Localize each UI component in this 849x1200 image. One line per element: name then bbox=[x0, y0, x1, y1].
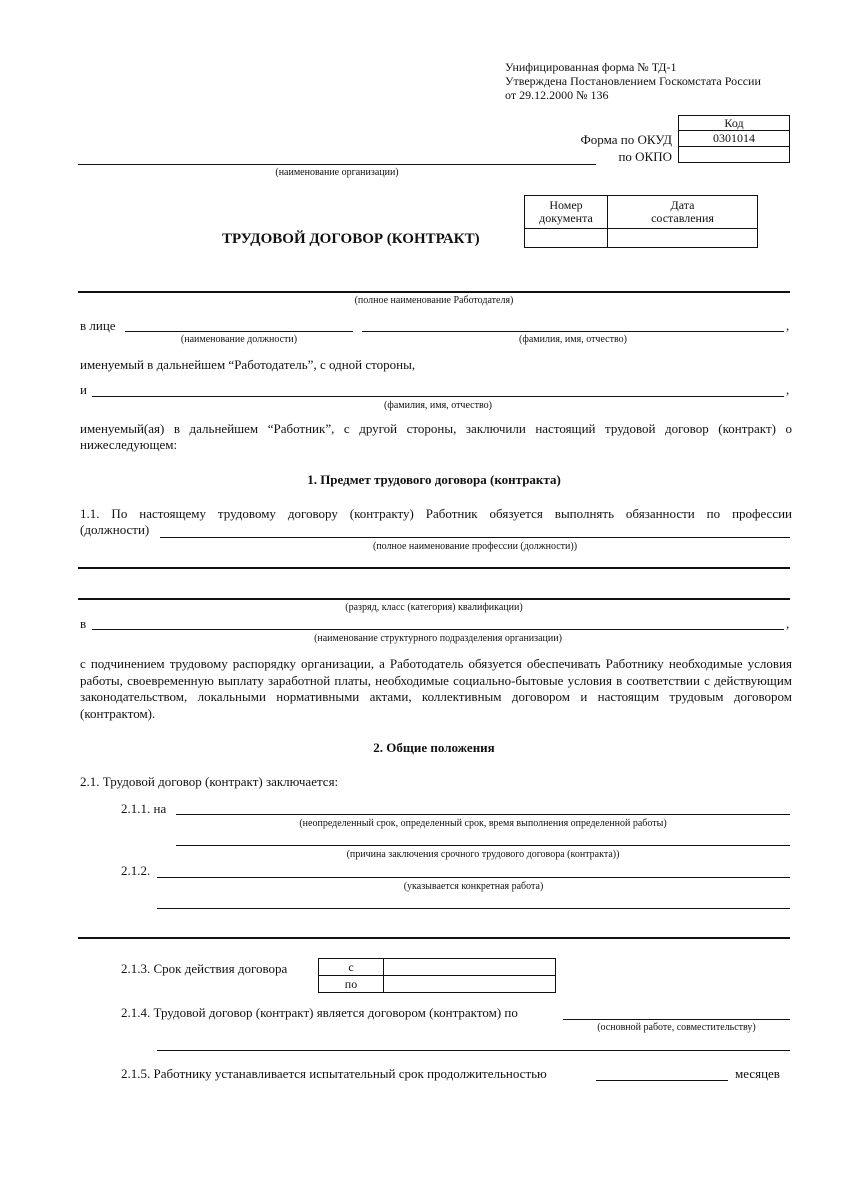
p21-text: 2.1. Трудовой договор (контракт) заключается: bbox=[80, 774, 339, 789]
p11-line1: 1.1. По настоящему трудовому договору (контракту) Работник обязуется выполнять обязанности по профессии bbox=[80, 506, 792, 521]
representative-fio-line[interactable] bbox=[362, 331, 784, 332]
probation-months-line[interactable] bbox=[596, 1080, 728, 1081]
comma-2: , bbox=[786, 382, 790, 397]
specific-work-caption: (указывается конкретная работа) bbox=[403, 881, 544, 892]
grade-line[interactable] bbox=[78, 598, 790, 600]
employee-fio-line[interactable] bbox=[92, 396, 784, 397]
months-label: месяцев bbox=[735, 1066, 780, 1081]
employer-caption: (полное наименование Работодателя) bbox=[354, 295, 514, 306]
grade-caption: (разряд, класс (категория) квалификации) bbox=[345, 602, 523, 613]
p212-label: 2.1.2. bbox=[121, 863, 151, 878]
employer-text: именуемый в дальнейшем “Работодатель”, с одной стороны, bbox=[80, 357, 416, 372]
from-label: с bbox=[319, 959, 384, 976]
profession-caption: (полное наименование профессии (должности)) bbox=[372, 541, 578, 552]
term-reason-caption: (причина заключения срочного трудового договора (контракта)) bbox=[346, 849, 620, 860]
to-label: по bbox=[319, 976, 384, 993]
employee-fio-caption: (фамилия, имя, отчество) bbox=[384, 400, 492, 411]
section1-body: с подчинением трудовому распорядку организации, а Работодатель обязуется обеспечивать Работнику необходимые условия работы, своевременную выплату заработной платы, необходимые социально-бытовые условия в соответствии с действующим законодательством, локальными нормативными актами, коллективным договором и настоящим трудовым договором (контрактом). bbox=[80, 656, 792, 721]
p214-label: 2.1.4. Трудовой договор (контракт) является договором (контрактом) по bbox=[121, 1005, 518, 1020]
department-line[interactable] bbox=[92, 629, 784, 630]
term-dates-table bbox=[318, 958, 556, 993]
doc-date-cell[interactable] bbox=[608, 229, 758, 248]
doc-number-cell[interactable] bbox=[525, 229, 608, 248]
doc-date-header: Дата составления bbox=[608, 196, 758, 229]
in-label: в bbox=[80, 616, 87, 631]
term-type-caption: (неопределенный срок, определенный срок, время выполнения определенной работы) bbox=[299, 818, 667, 829]
position-line[interactable] bbox=[125, 331, 353, 332]
org-name-caption: (наименование организации) bbox=[275, 167, 399, 178]
specific-work-line[interactable] bbox=[157, 877, 790, 878]
employment-type-caption: (основной работе, совместительству) bbox=[597, 1022, 756, 1033]
form-date: от 29.12.2000 № 136 bbox=[505, 88, 609, 102]
employee-text: именуемый(ая) в дальнейшем “Работник”, с другой стороны, заключили настоящий трудовой договор (контракт) о нижеследующем: bbox=[80, 421, 792, 452]
p215-label: 2.1.5. Работнику устанавливается испытательный срок продолжительностью bbox=[121, 1066, 547, 1081]
profession-line-2[interactable] bbox=[78, 567, 790, 569]
specific-work-line-2[interactable] bbox=[157, 908, 790, 909]
doc-number-header: Номер документа bbox=[525, 196, 608, 229]
employer-line[interactable] bbox=[78, 291, 790, 293]
in-person-label: в лице bbox=[80, 318, 116, 333]
profession-line[interactable] bbox=[160, 537, 790, 538]
p11-line2: (должности) bbox=[80, 522, 150, 537]
section1-heading: 1. Предмет трудового договора (контракта) bbox=[307, 472, 561, 487]
term-reason-line[interactable] bbox=[176, 845, 790, 846]
employment-type-line[interactable] bbox=[563, 1019, 790, 1020]
okpo-label: по ОКПО bbox=[618, 149, 672, 164]
separator-line bbox=[78, 937, 790, 939]
position-caption: (наименование должности) bbox=[180, 334, 298, 345]
form-approval: Утверждена Постановлением Госкомстата России bbox=[505, 74, 761, 88]
code-header: Код bbox=[679, 116, 790, 131]
fio-caption: (фамилия, имя, отчество) bbox=[519, 334, 627, 345]
employment-type-line-2[interactable] bbox=[157, 1050, 790, 1051]
p213-label: 2.1.3. Срок действия договора bbox=[121, 961, 288, 976]
term-type-line[interactable] bbox=[176, 814, 790, 815]
document-title: ТРУДОВОЙ ДОГОВОР (КОНТРАКТ) bbox=[222, 231, 480, 247]
department-caption: (наименование структурного подразделения организации) bbox=[314, 633, 562, 644]
comma-1: , bbox=[786, 318, 790, 333]
from-date-cell[interactable] bbox=[384, 959, 556, 976]
comma-3: , bbox=[786, 616, 790, 631]
doc-number-table bbox=[524, 195, 758, 248]
to-date-cell[interactable] bbox=[384, 976, 556, 993]
org-name-line[interactable] bbox=[78, 164, 596, 165]
and-label: и bbox=[80, 382, 87, 397]
okud-code[interactable]: 0301014 bbox=[679, 131, 790, 147]
okpo-code[interactable] bbox=[679, 147, 790, 163]
code-table bbox=[678, 115, 790, 163]
section2-heading: 2. Общие положения bbox=[373, 740, 495, 755]
p211-label: 2.1.1. на bbox=[121, 801, 167, 816]
form-number: Унифицированная форма № ТД-1 bbox=[505, 60, 677, 74]
okud-label: Форма по ОКУД bbox=[580, 132, 672, 147]
